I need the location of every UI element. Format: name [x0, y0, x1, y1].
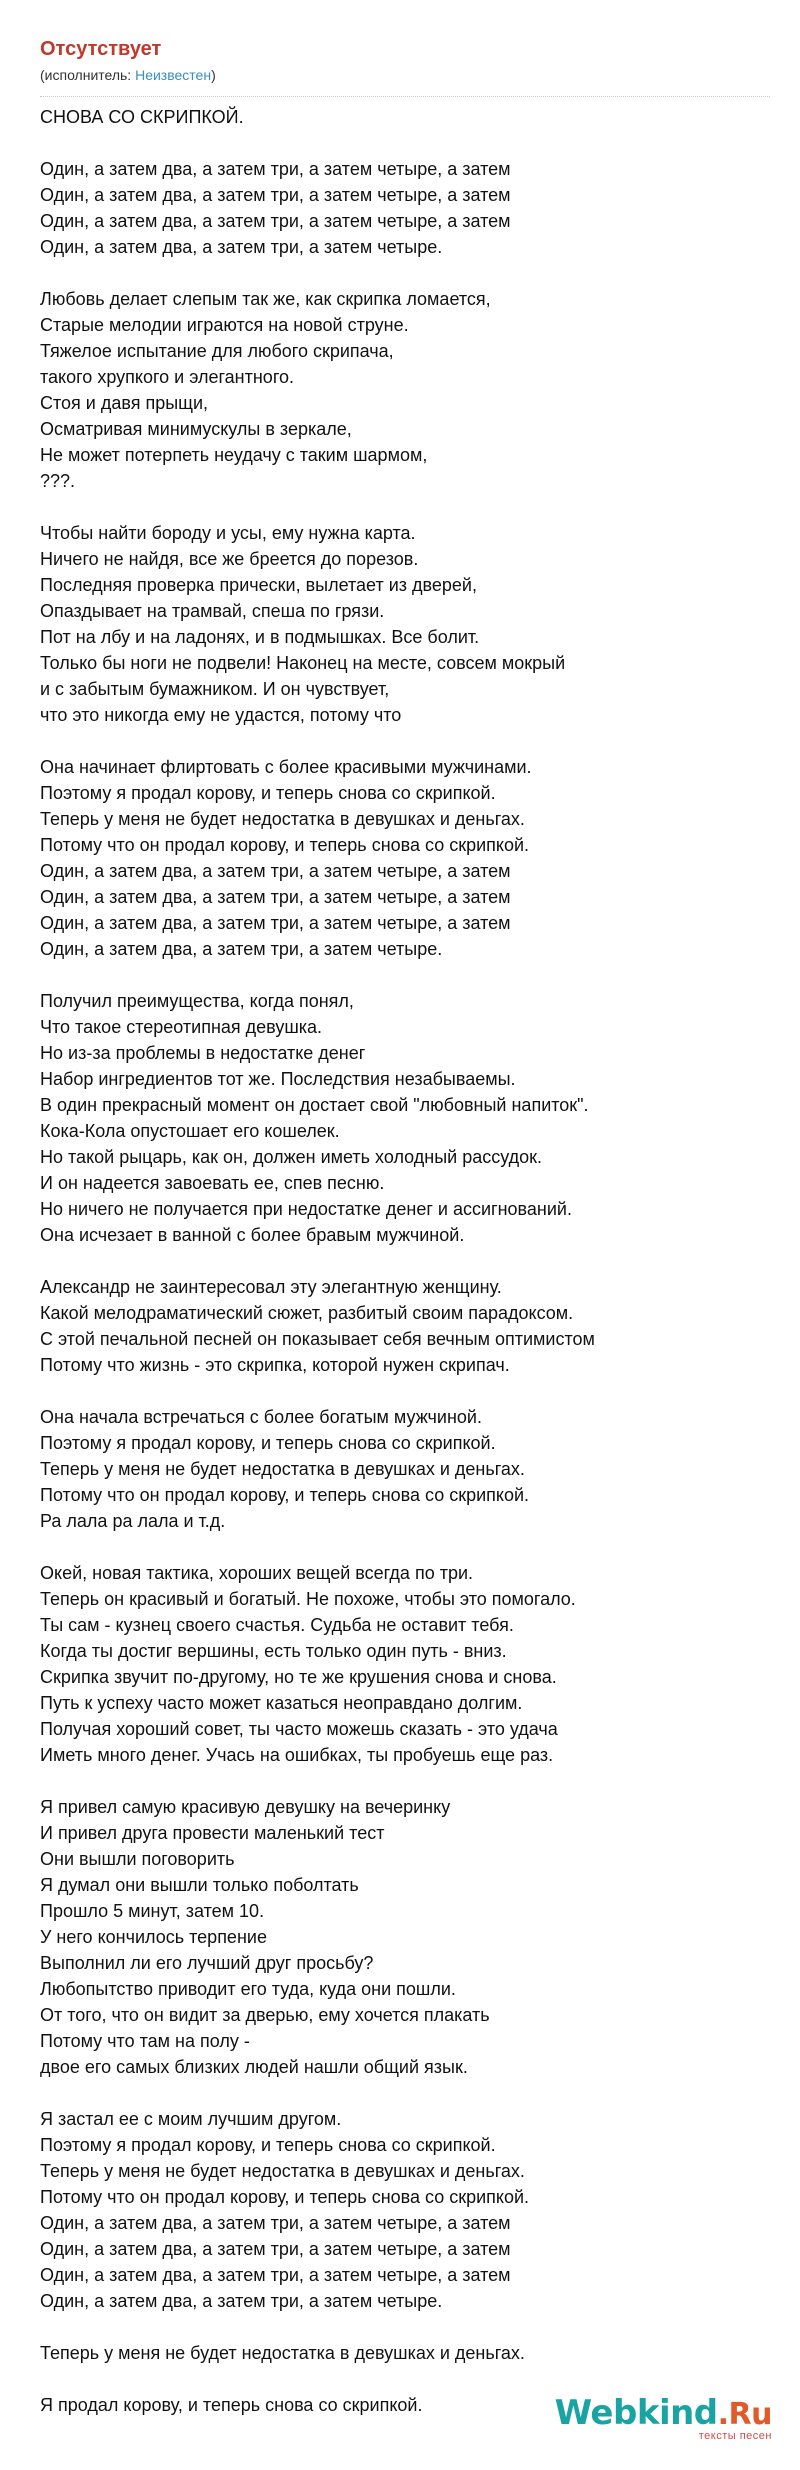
- lyric-line: Прошло 5 минут, затем 10.: [40, 1901, 265, 1921]
- lyric-line: Один, а затем два, а затем три, а затем четыре, а затем: [40, 211, 511, 231]
- lyric-line: От того, что он видит за дверью, ему хочется плакать: [40, 2005, 490, 2025]
- artist-prefix: (исполнитель:: [40, 67, 136, 83]
- lyric-line: Любовь делает слепым так же, как скрипка ломается,: [40, 289, 491, 309]
- lyric-line: что это никогда ему не удастся, потому что: [40, 705, 402, 725]
- logo-tld: .Ru: [717, 2397, 772, 2432]
- lyric-line: Но такой рыцарь, как он, должен иметь холодный рассудок.: [40, 1147, 543, 1167]
- lyric-line: И он надеется завоевать ее, спев песню.: [40, 1173, 385, 1193]
- lyrics-stanza: [40, 2340, 780, 2366]
- artist-link[interactable]: Неизвестен: [135, 67, 212, 83]
- lyric-line: Только бы ноги не подвели! Наконец на месте, совсем мокрый: [40, 653, 566, 673]
- lyric-line: Когда ты достиг вершины, есть только один путь - вниз.: [40, 1641, 507, 1661]
- lyrics-stanza: [40, 754, 780, 962]
- lyrics-stanza: [40, 1794, 780, 2080]
- lyric-line: Старые мелодии играются на новой струне.: [40, 315, 409, 335]
- lyric-line: двое его самых близких людей нашли общий язык.: [40, 2057, 468, 2077]
- lyric-line: Один, а затем два, а затем три, а затем четыре.: [40, 939, 443, 959]
- lyric-line: Ты сам - кузнец своего счастья. Судьба не оставит тебя.: [40, 1615, 514, 1635]
- logo-main-text: Webkind: [554, 2393, 718, 2433]
- lyric-line: Александр не заинтересовал эту элегантную женщину.: [40, 1277, 502, 1297]
- lyric-line: Я привел самую красивую девушку на вечеринку: [40, 1797, 451, 1817]
- lyrics-stanza: [40, 1404, 780, 1534]
- lyric-line: Чтобы найти бороду и усы, ему нужна карта.: [40, 523, 416, 543]
- lyrics-stanza: [40, 286, 780, 494]
- lyric-line: Пот на лбу и на ладонях, и в подмышках. Все болит.: [40, 627, 480, 647]
- lyrics-stanza: [40, 1560, 780, 1768]
- lyric-line: Не может потерпеть неудачу с таким шармом,: [40, 445, 428, 465]
- lyric-line: Теперь у меня не будет недостатка в девушках и деньгах.: [40, 2343, 525, 2363]
- lyric-line: Скрипка звучит по-другому, но те же крушения снова и снова.: [40, 1667, 557, 1687]
- lyric-line: В один прекрасный момент он достает свой "любовный напиток".: [40, 1095, 589, 1115]
- lyric-line: и с забытым бумажником. И он чувствует,: [40, 679, 390, 699]
- artist-line: [40, 66, 780, 84]
- lyric-line: Поэтому я продал корову, и теперь снова со скрипкой.: [40, 783, 496, 803]
- lyric-line: Один, а затем два, а затем три, а затем четыре, а затем: [40, 861, 511, 881]
- lyric-line: Потому что он продал корову, и теперь снова со скрипкой.: [40, 835, 530, 855]
- lyric-line: У него кончилось терпение: [40, 1927, 267, 1947]
- lyrics-stanza: [40, 520, 780, 728]
- lyric-line: Потому что он продал корову, и теперь снова со скрипкой.: [40, 1485, 530, 1505]
- lyric-line: Окей, новая тактика, хороших вещей всегда по три.: [40, 1563, 474, 1583]
- lyric-line: Я продал корову, и теперь снова со скрипкой.: [40, 2395, 423, 2415]
- lyric-line: Что такое стереотипная девушка.: [40, 1017, 323, 1037]
- lyric-line: Набор ингредиентов тот же. Последствия незабываемы.: [40, 1069, 516, 1089]
- lyric-line: Один, а затем два, а затем три, а затем четыре, а затем: [40, 185, 511, 205]
- logo-tagline: тексты песен: [698, 2430, 772, 2442]
- lyrics-heading-block: [40, 104, 780, 130]
- lyric-line: Поэтому я продал корову, и теперь снова со скрипкой.: [40, 2135, 496, 2155]
- lyric-line: Путь к успеху часто может казаться неоправдано долгим.: [40, 1693, 523, 1713]
- lyric-line: Иметь много денег. Учась на ошибках, ты пробуешь еще раз.: [40, 1745, 554, 1765]
- lyrics-heading: СНОВА СО СКРИПКОЙ.: [40, 107, 244, 127]
- lyrics-stanza: [40, 1274, 780, 1378]
- lyric-line: Ничего не найдя, все же бреется до порезов.: [40, 549, 419, 569]
- lyrics-stanza: [40, 2106, 780, 2314]
- lyric-line: Кока-Кола опустошает его кошелек.: [40, 1121, 340, 1141]
- lyric-line: Получая хороший совет, ты часто можешь сказать - это удача: [40, 1719, 558, 1739]
- lyrics-stanza: [40, 988, 780, 1248]
- stanza-container: [40, 156, 780, 2418]
- lyric-line: Они вышли поговорить: [40, 1849, 235, 1869]
- lyric-line: Но ничего не получается при недостатке денег и ассигнований.: [40, 1199, 572, 1219]
- lyric-line: Один, а затем два, а затем три, а затем четыре, а затем: [40, 913, 511, 933]
- lyrics-body: [40, 104, 780, 2444]
- webkind-logo[interactable]: [555, 2394, 772, 2442]
- lyric-line: Она исчезает в ванной с более бравым мужчиной.: [40, 1225, 465, 1245]
- lyric-line: такого хрупкого и элегантного.: [40, 367, 295, 387]
- lyrics-stanza: [40, 156, 780, 260]
- lyric-line: Я думал они вышли только поболтать: [40, 1875, 359, 1895]
- lyric-line: Один, а затем два, а затем три, а затем четыре, а затем: [40, 2239, 511, 2259]
- lyric-line: Теперь у меня не будет недостатка в девушках и деньгах.: [40, 809, 525, 829]
- lyric-line: Теперь у меня не будет недостатка в девушках и деньгах.: [40, 2161, 525, 2181]
- lyric-line: Стоя и давя прыщи,: [40, 393, 209, 413]
- header-divider: [40, 96, 770, 97]
- lyric-line: Любопытство приводит его туда, куда они пошли.: [40, 1979, 456, 1999]
- lyric-line: Она начинает флиртовать с более красивыми мужчинами.: [40, 757, 532, 777]
- lyric-line: Но из-за проблемы в недостатке денег: [40, 1043, 366, 1063]
- lyric-line: Выполнил ли его лучший друг просьбу?: [40, 1953, 374, 1973]
- lyric-line: Один, а затем два, а затем три, а затем четыре.: [40, 237, 443, 257]
- song-header: [40, 36, 780, 84]
- song-title: Отсутствует: [40, 38, 162, 60]
- lyric-line: Один, а затем два, а затем три, а затем четыре.: [40, 2291, 443, 2311]
- lyric-line: И привел друга провести маленький тест: [40, 1823, 385, 1843]
- lyric-line: Потому что там на полу -: [40, 2031, 250, 2051]
- lyric-line: Теперь у меня не будет недостатка в девушках и деньгах.: [40, 1459, 525, 1479]
- lyric-line: Опаздывает на трамвай, спеша по грязи.: [40, 601, 385, 621]
- lyric-line: Один, а затем два, а затем три, а затем четыре, а затем: [40, 887, 511, 907]
- lyric-line: Поэтому я продал корову, и теперь снова со скрипкой.: [40, 1433, 496, 1453]
- lyric-line: Я застал ее с моим лучшим другом.: [40, 2109, 342, 2129]
- lyric-line: Ра лала ра лала и т.д.: [40, 1511, 226, 1531]
- lyric-line: Потому что жизнь - это скрипка, которой нужен скрипач.: [40, 1355, 510, 1375]
- lyric-line: С этой печальной песней он показывает себя вечным оптимистом: [40, 1329, 595, 1349]
- lyric-line: Какой мелодраматический сюжет, разбитый своим парадоксом.: [40, 1303, 574, 1323]
- lyric-line: ???.: [40, 471, 76, 491]
- lyric-line: Осматривая минимускулы в зеркале,: [40, 419, 352, 439]
- lyric-line: Теперь он красивый и богатый. Не похоже, чтобы это помогало.: [40, 1589, 576, 1609]
- logo-wordmark: [555, 2394, 772, 2434]
- lyric-line: Последняя проверка прически, вылетает из дверей,: [40, 575, 477, 595]
- lyric-line: Один, а затем два, а затем три, а затем четыре, а затем: [40, 2213, 511, 2233]
- lyric-line: Один, а затем два, а затем три, а затем четыре, а затем: [40, 159, 511, 179]
- artist-suffix: ): [211, 67, 216, 83]
- lyric-line: Потому что он продал корову, и теперь снова со скрипкой.: [40, 2187, 530, 2207]
- lyric-line: Она начала встречаться с более богатым мужчиной.: [40, 1407, 482, 1427]
- lyric-line: Один, а затем два, а затем три, а затем четыре, а затем: [40, 2265, 511, 2285]
- lyric-line: Тяжелое испытание для любого скрипача,: [40, 341, 394, 361]
- lyric-line: Получил преимущества, когда понял,: [40, 991, 354, 1011]
